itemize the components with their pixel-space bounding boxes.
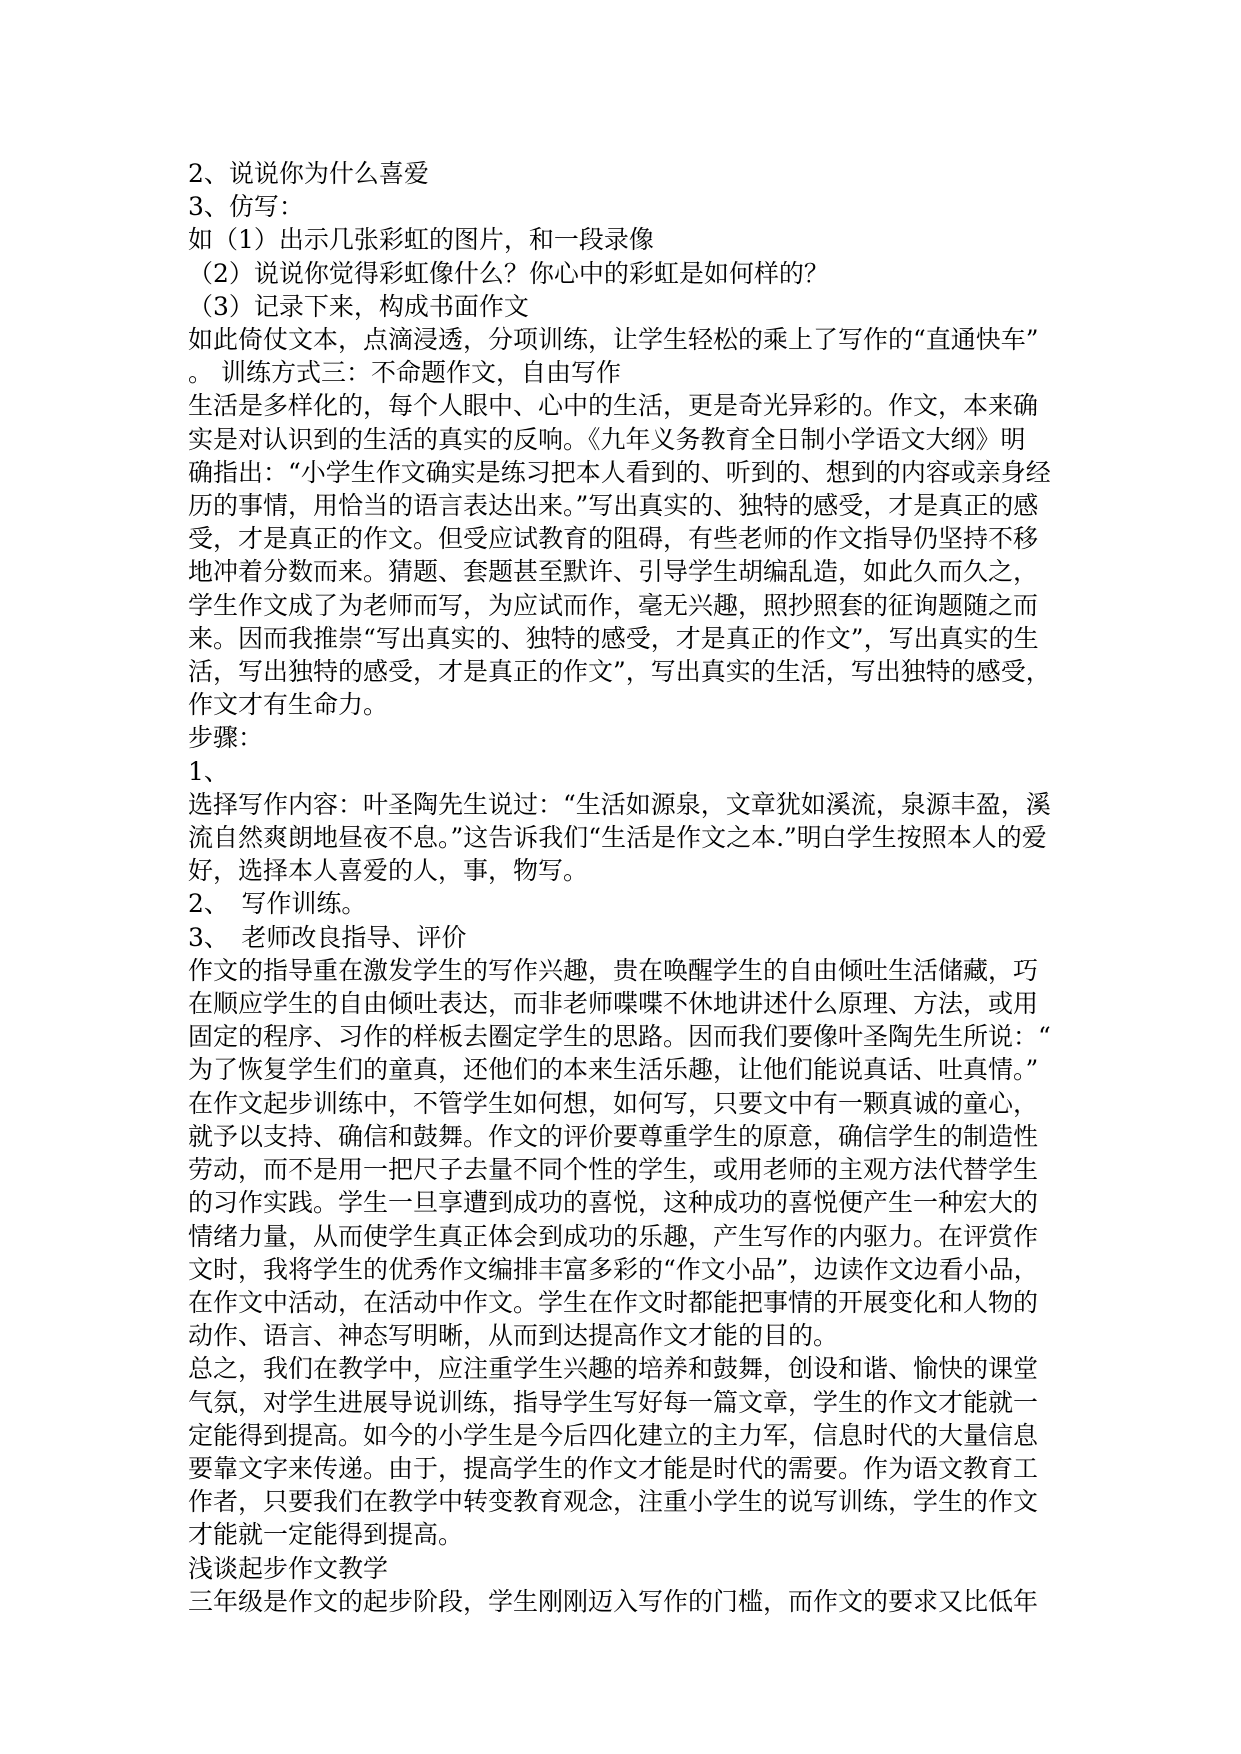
text-line: 气氛，对学生进展导说训练，指导学生写好每一篇文章，学生的作文才能就一 bbox=[188, 1387, 1039, 1417]
text-line: 3、仿写： bbox=[188, 192, 304, 222]
text-line: 学生作文成了为老师而写，为应试而作，毫无兴趣，照抄照套的征询题随之而 bbox=[188, 590, 1039, 620]
text-line: 情绪力量，从而使学生真正体会到成功的乐趣，产生写作的内驱力。在评赏作 bbox=[188, 1221, 1039, 1251]
text-line: 3、 老师改良指导、评价 bbox=[188, 922, 467, 952]
text-line: 定能得到提高。如今的小学生是今后四化建立的主力军，信息时代的大量信息 bbox=[188, 1420, 1039, 1450]
text-line: 劳动，而不是用一把尺子去量不同个性的学生，或用老师的主观方法代替学生 bbox=[188, 1155, 1039, 1185]
text-line: 作文的指导重在激发学生的写作兴趣，贵在唤醒学生的自由倾吐生活储藏，巧 bbox=[188, 955, 1039, 985]
text-line: 好，选择本人喜爱的人，事，物写。 bbox=[188, 856, 589, 886]
text-line: 来。因而我推崇“写出真实的、独特的感受，才是真正的作文”，写出真实的生 bbox=[188, 623, 1039, 653]
text-line: 地冲着分数而来。猜题、套题甚至默许、引导学生胡编乱造，如此久而久之， bbox=[188, 557, 1039, 587]
text-line: 总之，我们在教学中，应注重学生兴趣的培养和鼓舞，创设和谐、愉快的课堂 bbox=[188, 1354, 1039, 1384]
text-line: （3）记录下来，构成书面作文 bbox=[188, 291, 529, 321]
text-line: 2、 写作训练。 bbox=[188, 889, 367, 919]
text-line: 动作、语言、神态写明晰，从而到达提高作文才能的目的。 bbox=[188, 1321, 839, 1351]
text-line: 步骤： bbox=[188, 723, 264, 753]
text-line: 为了恢复学生们的童真，还他们的本来生活乐趣，让他们能说真话、吐真情。” bbox=[188, 1055, 1039, 1085]
text-line: 。 训练方式三：不命题作文，自由写作 bbox=[188, 358, 621, 388]
text-line: 历的事情，用恰当的语言表达出来。”写出真实的、独特的感受，才是真正的感 bbox=[188, 491, 1039, 521]
text-line: 实是对认识到的生活的真实的反响。《九年义务教育全日制小学语文大纲》明 bbox=[188, 424, 1026, 454]
text-line: 作者，只要我们在教学中转变教育观念，注重小学生的说写训练，学生的作文 bbox=[188, 1487, 1039, 1517]
text-line: （2）说说你觉得彩虹像什么？你心中的彩虹是如何样的？ bbox=[188, 258, 829, 288]
text-line: 才能就一定能得到提高。 bbox=[188, 1520, 464, 1550]
text-line: 作文才有生命力。 bbox=[188, 690, 389, 720]
text-line: 在作文起步训练中，不管学生如何想，如何写，只要文中有一颗真诚的童心， bbox=[188, 1088, 1039, 1118]
text-line: 在作文中活动，在活动中作文。学生在作文时都能把事情的开展变化和人物的 bbox=[188, 1287, 1039, 1317]
text-line: 生活是多样化的，每个人眼中、心中的生活，更是奇光异彩的。作文，本来确 bbox=[188, 391, 1039, 421]
text-line: 浅谈起步作文教学 bbox=[188, 1553, 389, 1583]
text-line: 2、说说你为什么喜爱 bbox=[188, 159, 429, 188]
text-line: 确指出：“小学生作文确实是练习把本人看到的、听到的、想到的内容或亲身经 bbox=[188, 457, 1051, 487]
text-line: 固定的程序、习作的样板去圈定学生的思路。因而我们要像叶圣陶先生所说：“ bbox=[188, 1022, 1051, 1052]
text-line: 流自然爽朗地昼夜不息。”这告诉我们“生活是作文之本.”明白学生按照本人的爱 bbox=[188, 823, 1047, 853]
text-line: 三年级是作文的起步阶段，学生刚刚迈入写作的门槛，而作文的要求又比低年 bbox=[188, 1586, 1039, 1616]
text-line: 活，写出独特的感受，才是真正的作文”，写出真实的生活，写出独特的感受， bbox=[188, 657, 1051, 687]
text-line: 在顺应学生的自由倾吐表达，而非老师喋喋不休地讲述什么原理、方法，或用 bbox=[188, 989, 1039, 1019]
text-line: 文时，我将学生的优秀作文编排丰富多彩的“作文小品”，边读作文边看小品， bbox=[188, 1254, 1039, 1284]
text-line: 的习作实践。学生一旦享遭到成功的喜悦，这种成功的喜悦便产生一种宏大的 bbox=[188, 1188, 1039, 1218]
text-line: 1、 bbox=[188, 756, 229, 786]
text-line: 要靠文字来传递。由于，提高学生的作文才能是时代的需要。作为语文教育工 bbox=[188, 1453, 1039, 1483]
text-line: 如此倚仗文本，点滴浸透，分项训练，让学生轻松的乘上了写作的“直通快车” bbox=[188, 325, 1039, 355]
text-line: 就予以支持、确信和鼓舞。作文的评价要尊重学生的原意，确信学生的制造性 bbox=[188, 1121, 1039, 1151]
text-line: 受，才是真正的作文。但受应试教育的阻碍，有些老师的作文指导仍坚持不移 bbox=[188, 524, 1039, 554]
text-line: 选择写作内容：叶圣陶先生说过：“生活如源泉，文章犹如溪流，泉源丰盈，溪 bbox=[188, 789, 1051, 819]
text-line: 如（1）出示几张彩虹的图片，和一段录像 bbox=[188, 225, 654, 255]
document-body bbox=[188, 157, 1068, 1618]
